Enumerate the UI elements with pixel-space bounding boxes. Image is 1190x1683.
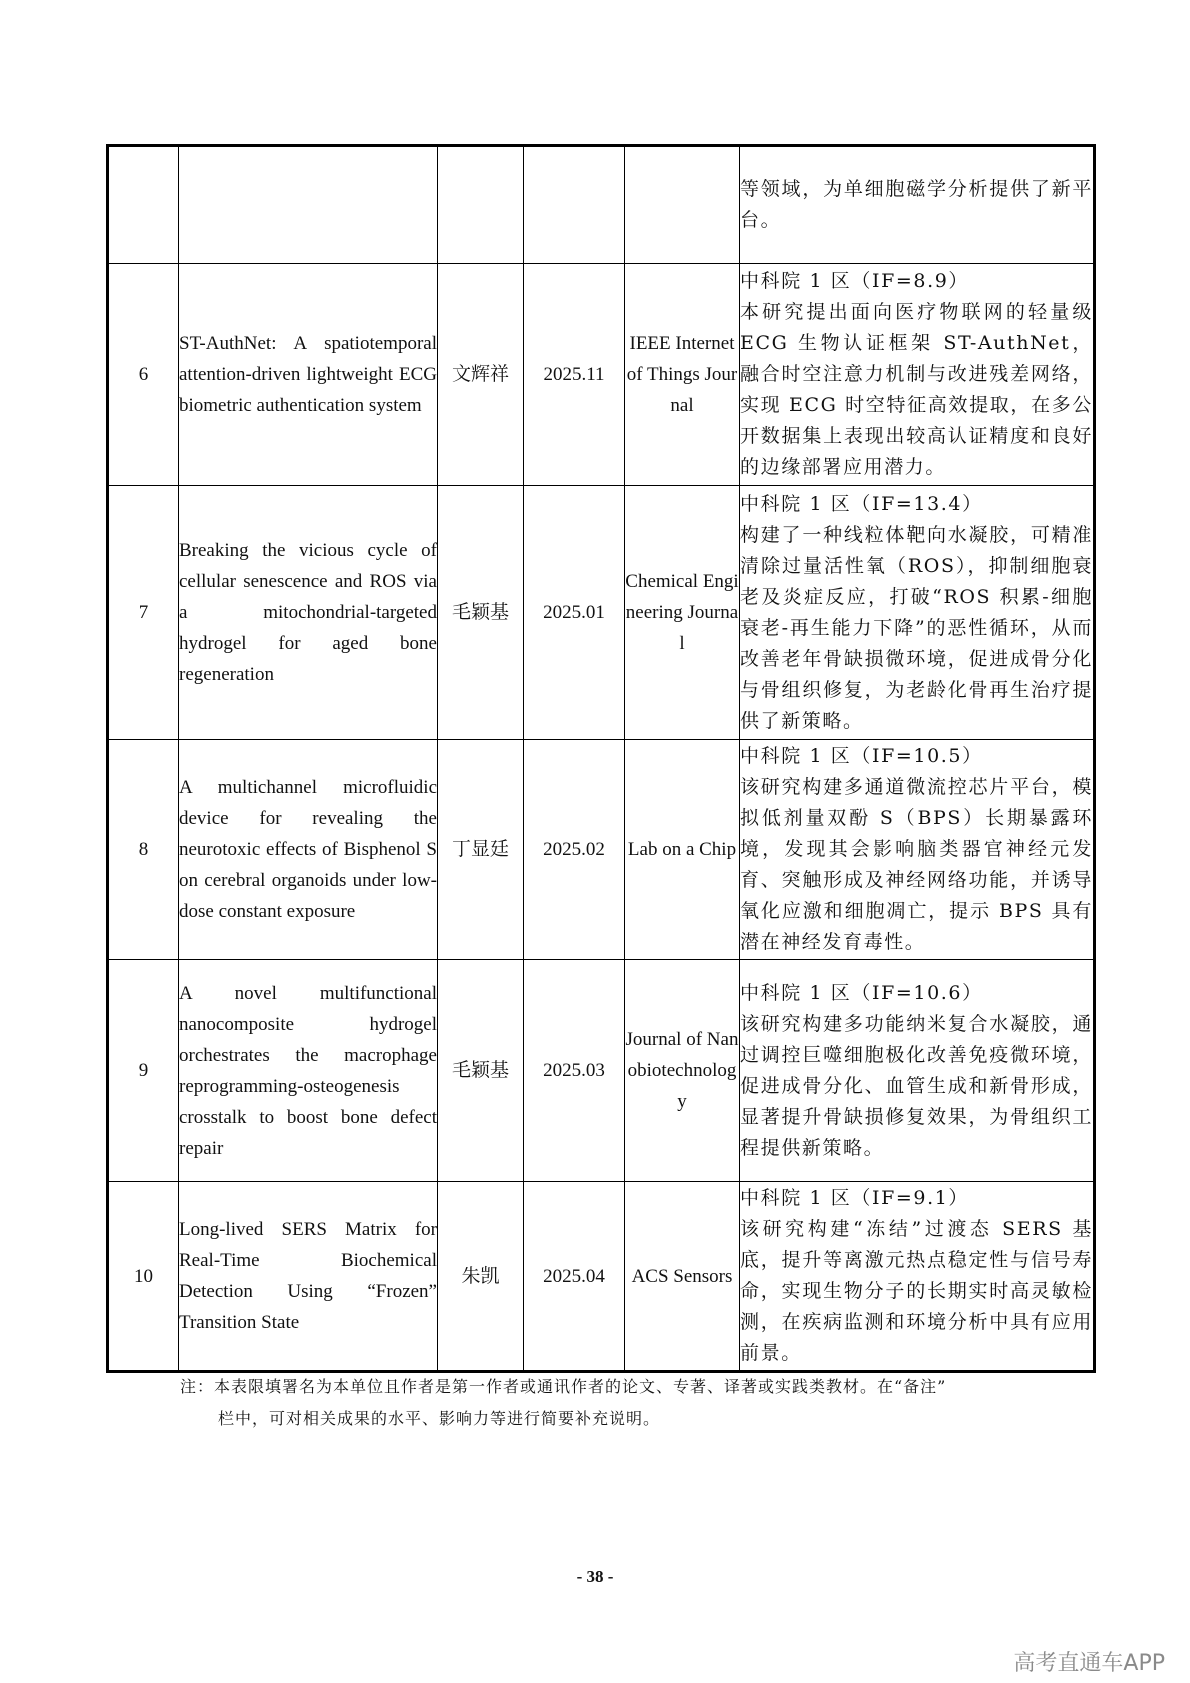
table-row bbox=[108, 146, 1095, 264]
paper-title: A multichannel microfluidic device for revealing the neurotoxic effects of Bisphenol S on cerebral organoids under low-dose constant exposure bbox=[179, 740, 438, 960]
remark bbox=[740, 486, 1095, 740]
paper-title: Long-lived SERS Matrix for Real-Time Biochemical Detection Using “Frozen” Transition State bbox=[179, 1182, 438, 1372]
publications-table bbox=[106, 144, 1096, 1373]
author: 文辉祥 bbox=[438, 264, 524, 486]
remark bbox=[740, 1182, 1095, 1372]
watermark: 高考直通车APP bbox=[1013, 1651, 1165, 1676]
journal: Chemical Engineering Journal bbox=[625, 486, 740, 740]
row-number: 8 bbox=[108, 740, 179, 960]
remark bbox=[740, 146, 1095, 264]
publish-date bbox=[524, 146, 625, 264]
table-row bbox=[108, 960, 1095, 1182]
footnote-line-1: 注：本表限填署名为本单位且作者是第一作者或通讯作者的论文、专著、译著或实践类教材。在“备注” bbox=[180, 1377, 947, 1396]
author: 朱凯 bbox=[438, 1182, 524, 1372]
impact-factor: 中科院 1 区（IF=9.1） bbox=[740, 1187, 969, 1209]
remark-text: 该研究构建多通道微流控芯片平台，模拟低剂量双酚 S（BPS）长期暴露环境，发现其会影响脑类器官神经元发育、突触形成及神经网络功能，并诱导氧化应激和细胞凋亡，提示 BPS 具有潜在神经发育毒性。 bbox=[740, 776, 1093, 953]
table-row bbox=[108, 264, 1095, 486]
publish-date: 2025.01 bbox=[524, 486, 625, 740]
impact-factor: 中科院 1 区（IF=10.5） bbox=[740, 745, 983, 767]
journal: ACS Sensors bbox=[625, 1182, 740, 1372]
impact-factor: 中科院 1 区（IF=8.9） bbox=[740, 270, 969, 292]
table-row bbox=[108, 740, 1095, 960]
publish-date: 2025.02 bbox=[524, 740, 625, 960]
author bbox=[438, 146, 524, 264]
row-number bbox=[108, 146, 179, 264]
row-number: 9 bbox=[108, 960, 179, 1182]
author: 丁显廷 bbox=[438, 740, 524, 960]
journal bbox=[625, 146, 740, 264]
remark bbox=[740, 960, 1095, 1182]
journal: IEEE Internet of Things Journal bbox=[625, 264, 740, 486]
page-number: - 38 - bbox=[576, 1567, 614, 1586]
paper-title: A novel multifunctional nanocomposite hydrogel orchestrates the macrophage reprogramming-osteogenesis crosstalk to boost bone defect repair bbox=[179, 960, 438, 1182]
remark-text: 等领域，为单细胞磁学分析提供了新平台。 bbox=[740, 178, 1093, 231]
remark bbox=[740, 264, 1095, 486]
footnote-line-2: 栏中，可对相关成果的水平、影响力等进行简要补充说明。 bbox=[218, 1409, 661, 1428]
author: 毛颖基 bbox=[438, 960, 524, 1182]
row-number: 6 bbox=[108, 264, 179, 486]
paper-title: ST-AuthNet: A spatiotemporal attention-driven lightweight ECG biometric authentication system bbox=[179, 264, 438, 486]
paper-title bbox=[179, 146, 438, 264]
remark-text: 本研究提出面向医疗物联网的轻量级 ECG 生物认证框架 ST-AuthNet，融合时空注意力机制与改进残差网络，实现 ECG 时空特征高效提取，在多公开数据集上表现出较高认证精度和良好的边缘部署应用潜力。 bbox=[740, 301, 1093, 478]
table-row bbox=[108, 1182, 1095, 1372]
author: 毛颖基 bbox=[438, 486, 524, 740]
table-footnote bbox=[180, 1371, 1040, 1435]
publish-date: 2025.11 bbox=[524, 264, 625, 486]
publish-date: 2025.03 bbox=[524, 960, 625, 1182]
impact-factor: 中科院 1 区（IF=13.4） bbox=[740, 492, 983, 515]
table-row bbox=[108, 486, 1095, 740]
row-number: 10 bbox=[108, 1182, 179, 1372]
impact-factor: 中科院 1 区（IF=10.6） bbox=[740, 981, 983, 1004]
paper-title: Breaking the vicious cycle of cellular senescence and ROS via a mitochondrial-targeted hydrogel for aged bone regeneration bbox=[179, 486, 438, 740]
row-number: 7 bbox=[108, 486, 179, 740]
journal: Lab on a Chip bbox=[625, 740, 740, 960]
remark-text: 构建了一种线粒体靶向水凝胶，可精准清除过量活性氧（ROS），抑制细胞衰老及炎症反应，打破“ROS 积累-细胞衰老-再生能力下降”的恶性循环，从而改善老年骨缺损微环境，促进成骨分化与骨组织修复，为老龄化骨再生治疗提供了新策略。 bbox=[740, 523, 1093, 732]
remark-text: 该研究构建多功能纳米复合水凝胶，通过调控巨噬细胞极化改善免疫微环境，促进成骨分化、血管生成和新骨形成，显著提升骨缺损修复效果，为骨组织工程提供新策略。 bbox=[740, 1012, 1093, 1159]
remark bbox=[740, 740, 1095, 960]
remark-text: 该研究构建“冻结”过渡态 SERS 基底，提升等离激元热点稳定性与信号寿命，实现生物分子的长期实时高灵敏检测，在疾病监测和环境分析中具有应用前景。 bbox=[740, 1218, 1093, 1364]
journal: Journal of Nanobiotechnology bbox=[625, 960, 740, 1182]
publish-date: 2025.04 bbox=[524, 1182, 625, 1372]
